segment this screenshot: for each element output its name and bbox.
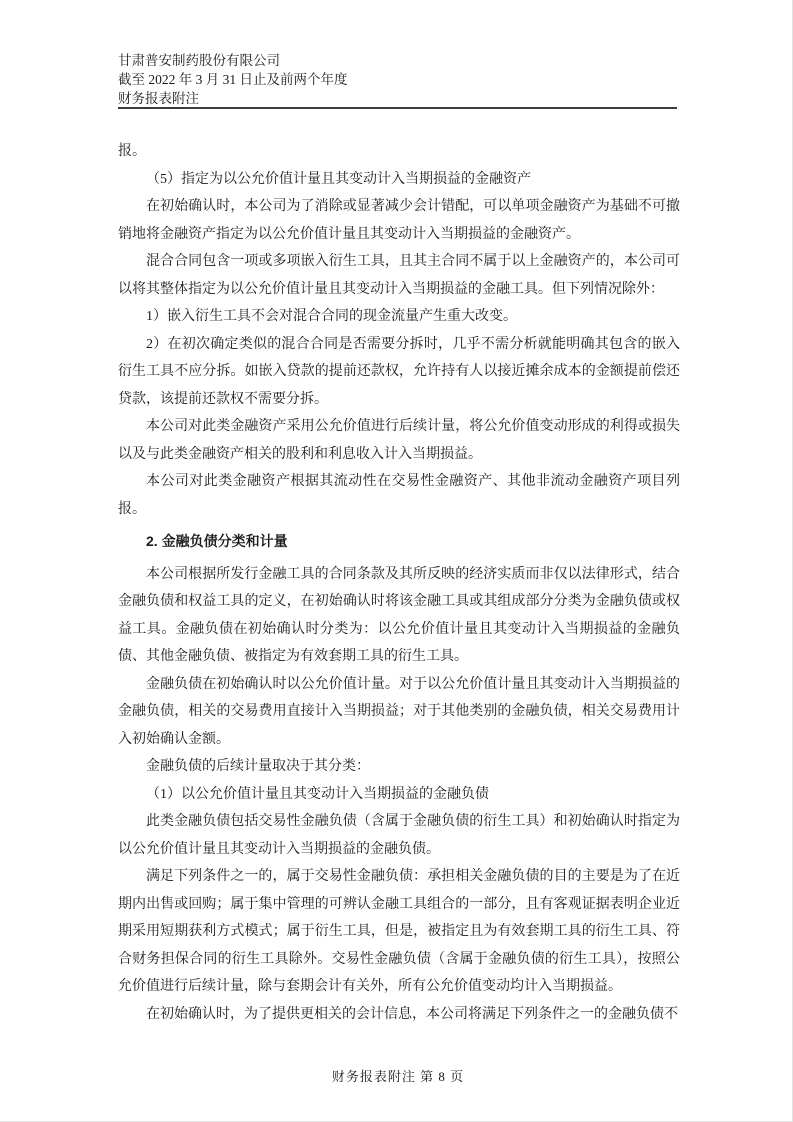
paragraph: 此类金融负债包括交易性金融负债（含属于金融负债的衍生工具）和初始确认时指定为以公允价值计量且其变动计入当期损益的金融负债。 (118, 814, 680, 857)
header-doc-title: 财务报表附注 (118, 91, 199, 106)
document-body (118, 138, 680, 1028)
paragraph: 在初始确认时，为了提供更相关的会计信息，本公司将满足下列条件之一的金融负债不 (146, 1006, 678, 1022)
paragraph: 本公司对此类金融资产采用公允价值进行后续计量，将公允价值变动形成的利得或损失以及与此类金融资产相关的股利和利息收入计入当期损益。 (118, 419, 680, 462)
header-company-name: 甘肃普安制药股份有限公司 (118, 53, 280, 68)
paragraph: 报。 (118, 144, 146, 159)
paragraph: 本公司根据所发行金融工具的合同条款及其所反映的经济实质而非仅以法律形式，结合金融负债和权益工具的定义，在初始确认时将该金融工具或其组成部分分类为金融负债或权益工具。金融负债在初始确认时分类为：以公允价值计量且其变动计入当期损益的金融负债、其他金融负债、被指定为有效套期工具的衍生工具。 (118, 566, 680, 664)
paragraph: 2）在初次确定类似的混合合同是否需要分拆时，几乎不需分析就能明确其包含的嵌入衍生工具不应分拆。如嵌入贷款的提前还款权，允许持有人以接近摊余成本的金额提前偿还贷款，该提前还款权不需要分拆。 (118, 336, 680, 407)
paragraph: 1）嵌入衍生工具不会对混合合同的现金流量产生重大改变。 (146, 309, 517, 324)
section-heading: 2. 金融负债分类和计量 (146, 533, 288, 549)
paragraph: 金融负债的后续计量取决于其分类： (146, 759, 370, 774)
page-header (118, 51, 678, 108)
footer-page-label: 财务报表附注 第 8 页 (331, 1069, 465, 1084)
paragraph: 金融负债在初始确认时以公允价值计量。对于以公允价值计量且其变动计入当期损益的金融负债，相关的交易费用直接计入当期损益；对于其他类别的金融负债，相关交易费用计入初始确认金额。 (118, 676, 680, 747)
paragraph: 满足下列条件之一的，属于交易性金融负债：承担相关金融负债的目的主要是为了在近期内出售或回购；属于集中管理的可辨认金融工具组合的一部分，且有客观证据表明企业近期采用短期获利方式模式；属于衍生工具，但是，被指定且为有效套期工具的衍生工具、符合财务担保合同的衍生工具除外。交易性金融负债（含属于金融负债的衍生工具），按照公允价值进行后续计量，除与套期会计有关外，所有公允价值变动均计入当期损益。 (118, 869, 680, 994)
paragraph: 本公司对此类金融资产根据其流动性在交易性金融资产、其他非流动金融资产项目列报。 (118, 474, 680, 517)
header-divider-line (118, 107, 677, 109)
header-period-line: 截至 2022 年 3 月 31 日止及前两个年度 (118, 72, 348, 87)
paragraph: （5）指定为以公允价值计量且其变动计入当期损益的金融资产 (146, 171, 531, 187)
paragraph: （1）以公允价值计量且其变动计入当期损益的金融负债 (146, 786, 489, 802)
page-footer (118, 1066, 678, 1085)
paragraph: 在初始确认时，本公司为了消除或显著减少会计错配，可以单项金融资产为基础不可撤销地将金融资产指定为以公允价值计量且其变动计入当期损益的金融资产。 (118, 199, 680, 242)
paragraph: 混合合同包含一项或多项嵌入衍生工具，且其主合同不属于以上金融资产的，本公司可以将其整体指定为以公允价值计量且其变动计入当期损益的金融工具。但下列情况除外： (118, 254, 680, 297)
